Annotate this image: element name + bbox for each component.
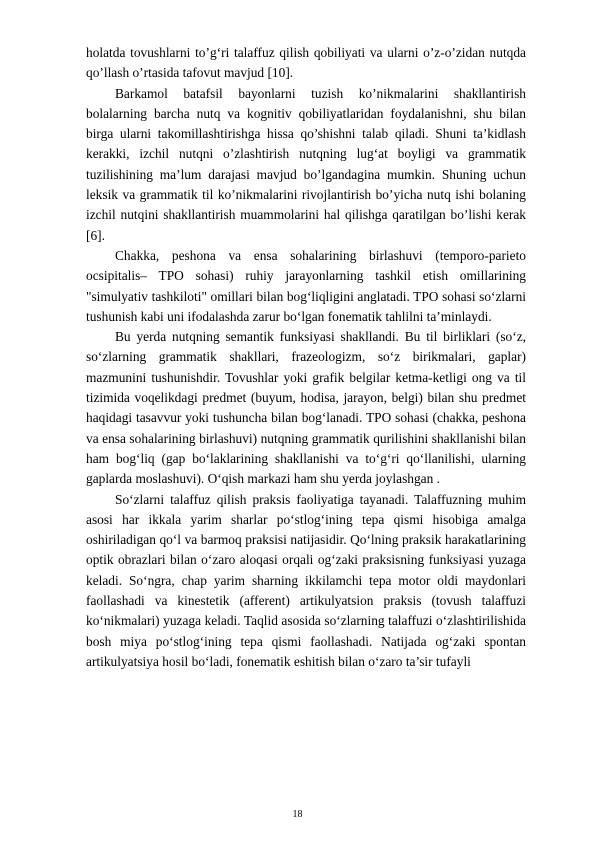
paragraph-continued: holatda tovushlarni to’g‘ri talaffuz qilish qobiliyati va ularni o’z-o’zidan nutqda qo’llash o’rtasida tafovut mavjud [10]. bbox=[86, 45, 526, 81]
document-body bbox=[86, 43, 526, 672]
paragraph: Chakka, peshona va ensa sohalarining birlashuvi (temporo-parieto ocsipitalis– TPO sohasi) ruhiy jarayonlarning tashkil etish omillarining "simulyativ tashkiloti" omillari bilan bog‘liqligini anglatadi. TPO sohasi so‘zlarni tushunish kabi uni ifodalashda zarur bo‘lgan fonematik tahlilni ta’minlaydi. bbox=[86, 247, 526, 324]
paragraph: Barkamol batafsil bayonlarni tuzish ko’nikmalarini shakllantirish bolalarning barcha nutq va kognitiv qobiliyatlaridan foydalanishni, shu bilan birga ularni takomillashtirishga hissa qo’shishni talab qiladi. Shuni ta’kidlash kerakki, izchil nutqni o’zlashtirish nutqning lug‘at boyligi va grammatik tuzilishining ma’lum darajasi mavjud bo’lgandagina mumkin. Shuning uchun leksik va grammatik til ko’nikmalarini rivojlantirish bo’yicha nutq ishi bolaning izchil nutqini shakllantirish muammolarini hal qilishga qaratilgan bo’lishi kerak [6]. bbox=[86, 85, 526, 243]
paragraph: Bu yerda nutqning semantik funksiyasi shakllandi. Bu til birliklari (so‘z, so‘zlarning grammatik shakllari, frazeologizm, so‘z birikmalari, gaplar) mazmunini tushunishdir. Tovushlar yoki grafik belgilar ketma-ketligi ong va til tizimida voqelikdagi predmet (buyum, hodisa, jarayon, belgi) bilan shu predmet haqidagi tasavvur yoki tushuncha bilan bog‘lanadi. TPO sohasi (chakka, peshona va ensa sohalarining birlashuvi) nutqning grammatik qurilishini shakllanishi bilan ham bog‘liq (gap bo‘laklarining shakllanishi va to‘g‘ri qo‘llanilishi, ularning gaplarda moslashuvi). O‘qish markazi ham shu yerda joylashgan . bbox=[86, 329, 526, 487]
page-number: 18 bbox=[292, 809, 303, 820]
paragraph: So‘zlarni talaffuz qilish praksis faoliyatiga tayanadi. Talaffuzning muhim asosi har ikkala yarim sharlar po‘stlog‘ining tepa qismi hisobiga amalga oshiriladigan qo‘l va barmoq praksisi natijasidir. Qo‘lning praksik harakatlarining optik obrazlari bilan o‘zaro aloqasi orqali og‘zaki praksisning funksiyasi yuzaga keladi. So‘ngra, chap yarim sharning ikkilamchi tepa motor oldi maydonlari faollashadi va kinestetik (afferent) artikulyatsion praksis (tovush talaffuzi ko‘nikmalari) yuzaga keladi. Taqlid asosida so‘zlarning talaffuzi o‘zlashtirilishida bosh miya po‘stlog‘ining tepa qismi faollashadi. Natijada og‘zaki spontan artikulyatsiya hosil bo‘ladi, fonematik eshitish bilan o‘zaro ta’sir tufayli bbox=[86, 491, 526, 669]
